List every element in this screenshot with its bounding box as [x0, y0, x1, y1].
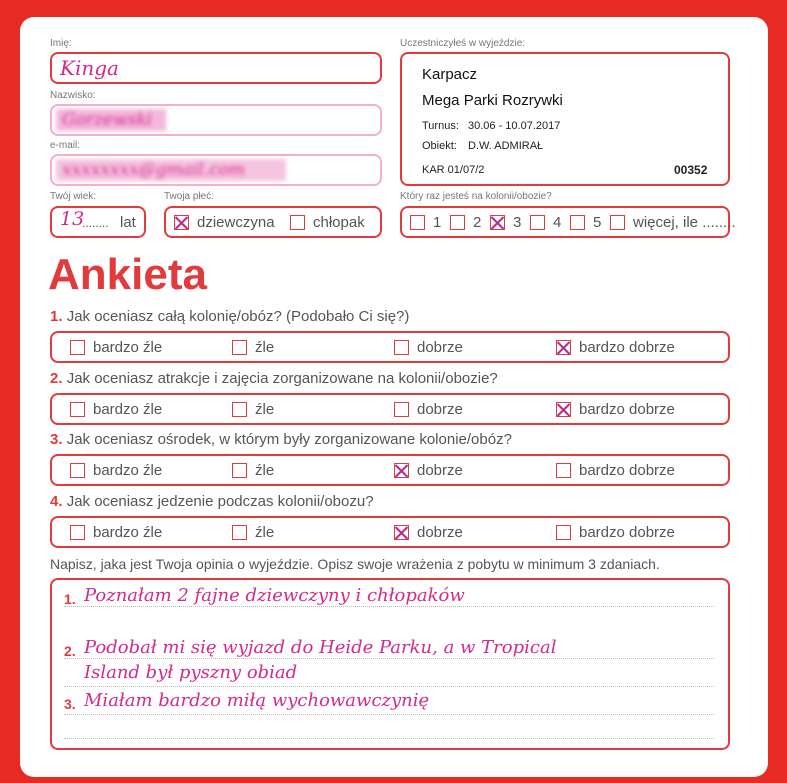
- question-text: [50, 493, 374, 510]
- rating-option[interactable]: [232, 524, 274, 541]
- checkbox-checked-icon[interactable]: [556, 340, 571, 355]
- rating-option-label: źle: [255, 401, 275, 418]
- times-option-label: 3: [513, 214, 522, 231]
- rating-option[interactable]: [232, 401, 274, 418]
- times-option-1[interactable]: [410, 214, 441, 231]
- name-field[interactable]: [50, 52, 382, 84]
- age-unit: lat: [120, 214, 136, 231]
- age-field[interactable]: [50, 206, 146, 238]
- question-number: 1.: [50, 308, 63, 325]
- opinion-line-number: 1.: [64, 591, 76, 607]
- ruled-line: [64, 738, 714, 739]
- checkbox-icon[interactable]: [410, 215, 425, 230]
- checkbox-icon[interactable]: [450, 215, 465, 230]
- opinion-line-number: 2.: [64, 643, 76, 659]
- rating-option[interactable]: [70, 524, 162, 541]
- rating-option-label: dobrze: [417, 462, 463, 479]
- obiekt-label: Obiekt:: [422, 140, 457, 152]
- email-value: xxxxxxxx@gmail.com: [62, 160, 245, 180]
- gender-label: Twoja płeć:: [164, 191, 215, 202]
- rating-option-label: dobrze: [417, 401, 463, 418]
- rating-option-label: bardzo dobrze: [579, 462, 675, 479]
- ruled-line: [64, 714, 714, 715]
- checkbox-checked-icon[interactable]: [394, 463, 409, 478]
- checkbox-icon[interactable]: [394, 402, 409, 417]
- checkbox-icon[interactable]: [394, 340, 409, 355]
- checkbox-checked-icon[interactable]: [490, 215, 505, 230]
- rating-option[interactable]: [70, 401, 162, 418]
- question-label: Jak oceniasz atrakcje i zajęcia zorganizowane na kolonii/obozie?: [66, 370, 498, 387]
- question-label: Jak oceniasz jedzenie podczas kolonii/obozu?: [66, 493, 374, 510]
- rating-option[interactable]: [556, 524, 675, 541]
- rating-option-label: źle: [255, 339, 275, 356]
- gender-group: [164, 206, 382, 238]
- surname-value: Gorzewski: [62, 110, 152, 130]
- rating-option[interactable]: [394, 401, 463, 418]
- times-group: [400, 206, 736, 238]
- checkbox-icon[interactable]: [232, 463, 247, 478]
- times-option-label: 2: [473, 214, 482, 231]
- checkbox-icon[interactable]: [570, 215, 585, 230]
- checkbox-checked-icon[interactable]: [394, 525, 409, 540]
- times-option-more[interactable]: [610, 214, 736, 231]
- times-option-3[interactable]: [490, 214, 521, 231]
- checkbox-icon[interactable]: [232, 402, 247, 417]
- rating-option-label: bardzo źle: [93, 524, 163, 541]
- rating-option[interactable]: [70, 462, 162, 479]
- age-value: 13: [60, 208, 85, 230]
- question-text: [50, 308, 409, 325]
- times-option-label: 5: [593, 214, 602, 231]
- rating-option-label: źle: [255, 524, 275, 541]
- email-label: e-mail:: [50, 140, 81, 151]
- gender-option-girl[interactable]: [174, 214, 275, 231]
- ruled-line: [64, 658, 714, 659]
- checkbox-icon[interactable]: [556, 525, 571, 540]
- opinion-line-number: 3.: [64, 696, 76, 712]
- rating-option[interactable]: [232, 462, 274, 479]
- name-label: Imię:: [50, 38, 72, 49]
- email-field[interactable]: [50, 154, 382, 186]
- rating-option[interactable]: [556, 339, 675, 356]
- rating-group: [50, 393, 730, 425]
- rating-group: [50, 454, 730, 486]
- checkbox-icon[interactable]: [70, 463, 85, 478]
- age-dots: ........: [82, 216, 109, 230]
- checkbox-checked-icon[interactable]: [174, 215, 189, 230]
- opinion-prompt: Napisz, jaka jest Twoja opinia o wyjeździe. Opisz swoje wrażenia z pobytu w minimum 3 zdaniach.: [50, 556, 660, 572]
- opinion-line-text: Miałam bardzo miłą wychowawczynię: [84, 690, 430, 711]
- turnus-label: Turnus:: [422, 120, 459, 132]
- rating-option-label: bardzo dobrze: [579, 401, 675, 418]
- gender-option-label: dziewczyna: [197, 214, 275, 231]
- trip-code: KAR 01/07/2: [422, 164, 485, 176]
- checkbox-icon[interactable]: [232, 525, 247, 540]
- rating-option-label: bardzo źle: [93, 462, 163, 479]
- rating-option-label: dobrze: [417, 524, 463, 541]
- rating-option[interactable]: [70, 339, 162, 356]
- times-label: Który raz jesteś na kolonii/obozie?: [400, 191, 552, 202]
- checkbox-icon[interactable]: [290, 215, 305, 230]
- times-option-5[interactable]: [570, 214, 601, 231]
- rating-option[interactable]: [556, 462, 675, 479]
- times-option-label: 4: [553, 214, 562, 231]
- rating-option[interactable]: [232, 339, 274, 356]
- question-label: Jak oceniasz całą kolonię/obóz? (Podobało Ci się?): [66, 308, 410, 325]
- rating-option-label: źle: [255, 462, 275, 479]
- times-option-2[interactable]: [450, 214, 481, 231]
- surname-field[interactable]: [50, 104, 382, 136]
- checkbox-icon[interactable]: [70, 525, 85, 540]
- surname-label: Nazwisko:: [50, 90, 96, 101]
- ruled-line: [64, 686, 714, 687]
- checkbox-icon[interactable]: [530, 215, 545, 230]
- times-option-label: więcej, ile ........: [633, 214, 736, 231]
- rating-option-label: bardzo dobrze: [579, 524, 675, 541]
- ruled-line: [64, 606, 714, 607]
- rating-option[interactable]: [394, 524, 463, 541]
- trip-name: Mega Parki Rozrywki: [422, 92, 563, 109]
- rating-group: [50, 331, 730, 363]
- rating-option[interactable]: [556, 401, 675, 418]
- checkbox-icon[interactable]: [232, 340, 247, 355]
- question-number: 4.: [50, 493, 63, 510]
- rating-option[interactable]: [394, 339, 463, 356]
- opinion-line-text: Podobał mi się wyjazd do Heide Parku, a w Tropical: [84, 637, 557, 658]
- question-number: 3.: [50, 431, 63, 448]
- question-text: [50, 431, 512, 448]
- gender-option-label: chłopak: [313, 214, 365, 231]
- question-number: 2.: [50, 370, 63, 387]
- name-value: Kinga: [60, 56, 119, 80]
- checkbox-checked-icon[interactable]: [556, 402, 571, 417]
- rating-option-label: bardzo źle: [93, 401, 163, 418]
- trip-city: Karpacz: [422, 66, 478, 83]
- checkbox-icon[interactable]: [610, 215, 625, 230]
- rating-option-label: dobrze: [417, 339, 463, 356]
- times-option-label: 1: [433, 214, 442, 231]
- obiekt-value: D.W. ADMIRAŁ: [468, 140, 544, 152]
- question-text: [50, 370, 498, 387]
- gender-option-boy[interactable]: [290, 214, 365, 231]
- rating-option-label: bardzo dobrze: [579, 339, 675, 356]
- rating-option-label: bardzo źle: [93, 339, 163, 356]
- opinion-line-text: Island był pyszny obiad: [84, 662, 298, 683]
- turnus-value: 30.06 - 10.07.2017: [468, 120, 561, 132]
- rating-group: [50, 516, 730, 548]
- opinion-line-text: Poznałam 2 fajne dziewczyny i chłopaków: [84, 585, 465, 606]
- checkbox-icon[interactable]: [70, 402, 85, 417]
- rating-option[interactable]: [394, 462, 463, 479]
- trip-number: 00352: [674, 163, 708, 177]
- trip-label: Uczestniczyłeś w wyjeździe:: [400, 38, 526, 49]
- question-label: Jak oceniasz ośrodek, w którym były zorganizowane kolonie/obóz?: [66, 431, 512, 448]
- age-label: Twój wiek:: [50, 191, 97, 202]
- checkbox-icon[interactable]: [556, 463, 571, 478]
- checkbox-icon[interactable]: [70, 340, 85, 355]
- survey-title: Ankieta: [48, 250, 207, 299]
- trip-info-box: [400, 52, 730, 186]
- times-option-4[interactable]: [530, 214, 561, 231]
